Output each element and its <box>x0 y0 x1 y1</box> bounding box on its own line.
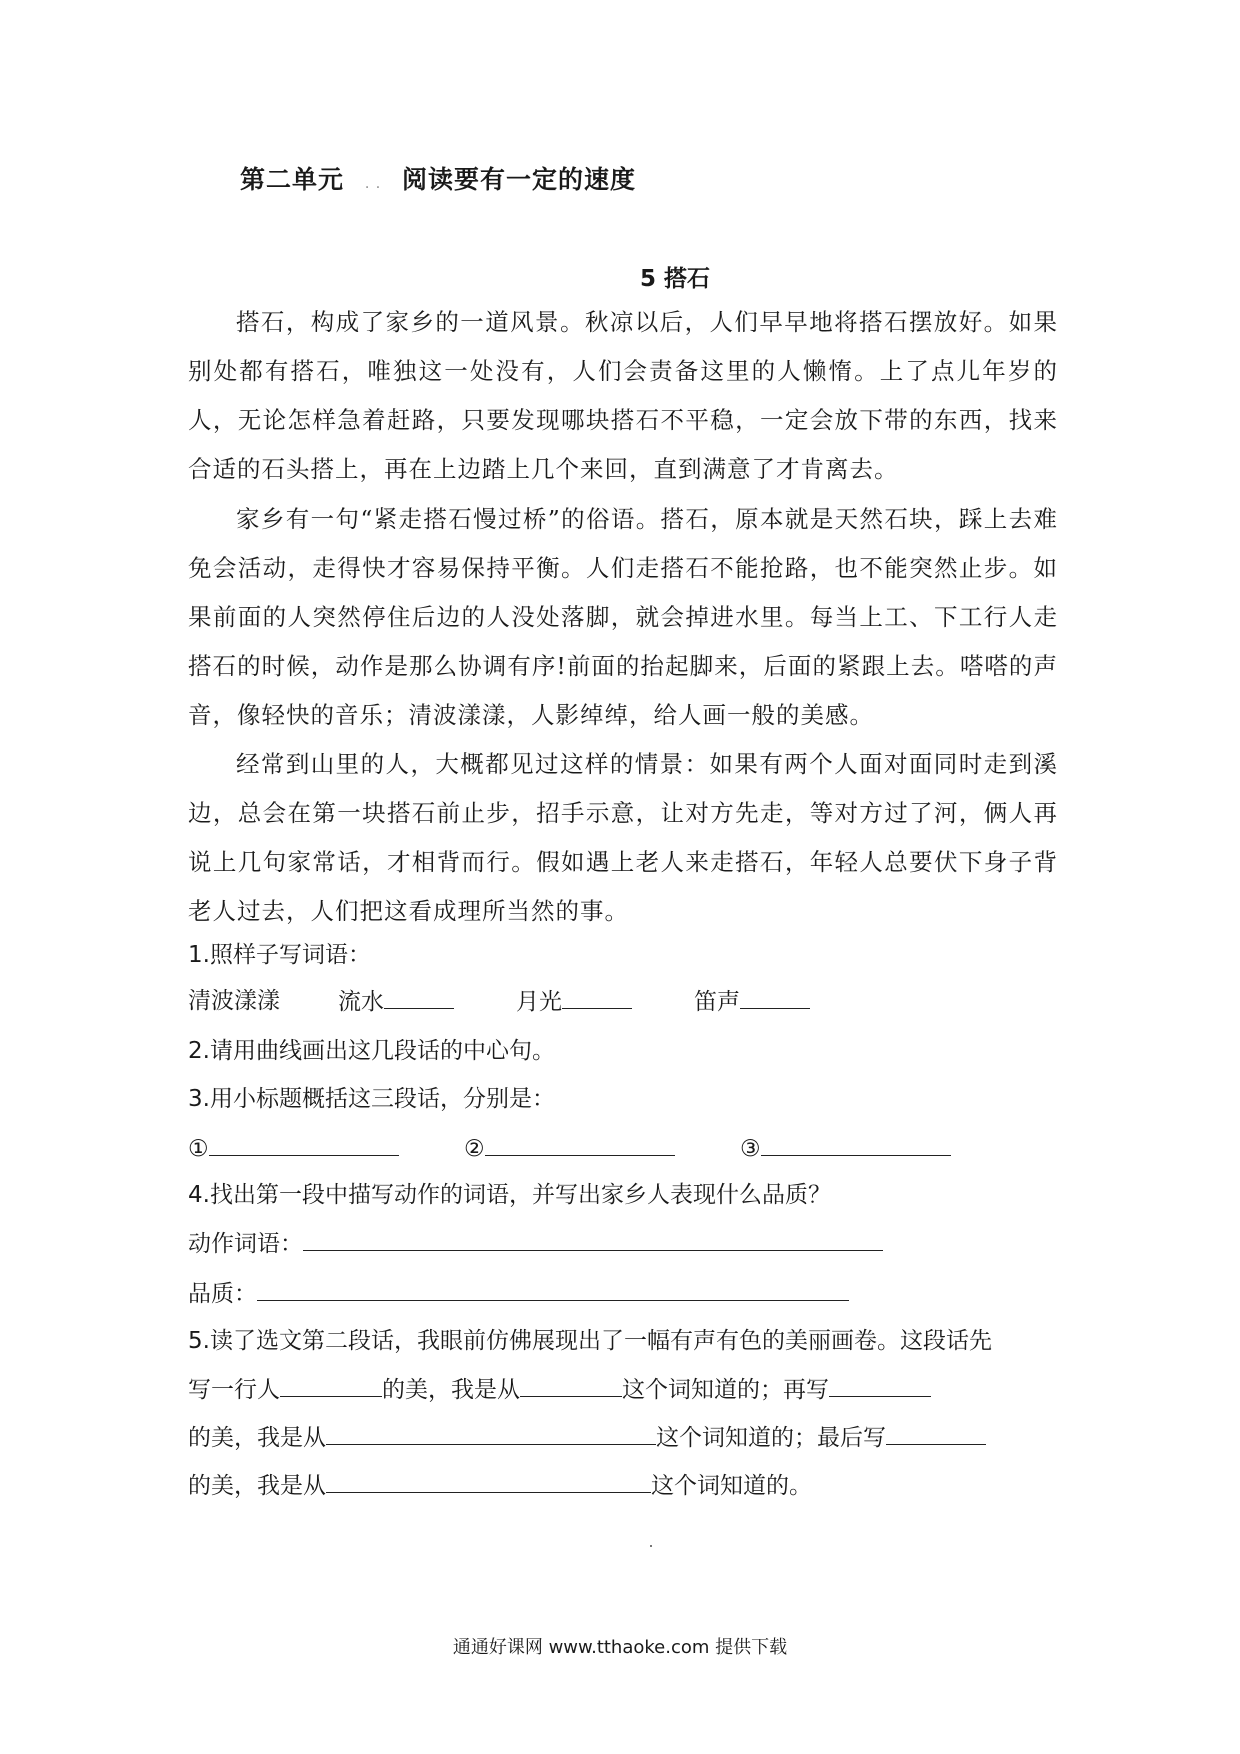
paragraph-3: 经常到山里的人，大概都见过这样的情景：如果有两个人面对面同时走到溪边，总会在第一块搭石前止步，招手示意，让对方先走，等对方过了河，俩人再说上几句家常话，才相背而行。假如遇上老人来走搭石，年轻人总要伏下身子背老人过去，人们把这看成理所当然的事。 <box>188 750 1058 925</box>
quality-label: 品质： <box>188 1281 257 1307</box>
answer-blank[interactable] <box>303 1228 883 1251</box>
question-1: 1.照样子写词语： <box>188 942 371 968</box>
question-4: 4.找出第一段中描写动作的词语，并写出家乡人表现什么品质？ <box>188 1182 831 1208</box>
circled-number-1: ① <box>188 1136 209 1162</box>
answer-blank[interactable] <box>326 1422 656 1445</box>
answer-blank[interactable] <box>326 1470 651 1493</box>
q5-text-e: 这个词知道的；最后写 <box>656 1425 886 1451</box>
action-words-label: 动作词语： <box>188 1231 303 1257</box>
answer-blank[interactable] <box>886 1422 986 1445</box>
paragraph-1: 搭石，构成了家乡的一道风景。秋凉以后，人们早早地将搭石摆放好。如果别处都有搭石，唯独这一处没有，人们会责备这里的人懒惰。上了点儿年岁的人，无论怎样急着赶路，只要发现哪块搭石不平稳，一定会放下带的东西，找来合适的石头搭上，再在上边踏上几个来回，直到满意了才肯离去。 <box>188 308 1058 483</box>
question-3: 3.用小标题概括这三段话，分别是： <box>188 1086 555 1112</box>
action-words-row <box>188 1228 883 1259</box>
answer-blank[interactable] <box>562 986 632 1009</box>
question-5-line-2 <box>188 1374 931 1405</box>
q5-text-c: 这个词知道的；再写 <box>622 1377 829 1403</box>
answer-blank[interactable] <box>740 986 810 1009</box>
unit-subtitle: 阅读要有一定的速度 <box>402 165 637 194</box>
answer-blank[interactable] <box>384 986 454 1009</box>
subtitle-slot-3 <box>740 1133 951 1164</box>
question-1-row <box>188 986 1088 1018</box>
word-item-2 <box>516 986 632 1017</box>
lesson-title: 5 搭石 <box>640 266 711 292</box>
circled-number-3: ③ <box>740 1136 761 1162</box>
word-item-2-label: 月光 <box>516 989 562 1015</box>
word-item-1 <box>338 986 454 1017</box>
question-5: 5.读了选文第二段话，我眼前仿佛展现出了一幅有声有色的美丽画卷。这段话先 <box>188 1328 992 1354</box>
unit-heading <box>240 160 636 196</box>
question-5-line-3 <box>188 1422 986 1453</box>
answer-blank[interactable] <box>257 1278 849 1301</box>
heading-dots: . . <box>364 176 382 192</box>
answer-blank[interactable] <box>209 1133 399 1156</box>
word-item-3 <box>694 986 810 1017</box>
q5-text-g: 这个词知道的。 <box>651 1473 812 1499</box>
q5-text-f: 的美，我是从 <box>188 1473 326 1499</box>
paragraph-2: 家乡有一句“紧走搭石慢过桥”的俗语。搭石，原本就是天然石块，踩上去难免会活动，走得快才容易保持平衡。人们走搭石不能抢路，也不能突然止步。如果前面的人突然停住后边的人没处落脚，就会掉进水里。每当上工、下工行人走搭石的时候，动作是那么协调有序!前面的抬起脚来，后面的紧跟上去。嗒嗒的声音，像轻快的音乐；清波漾漾，人影绰绰，给人画一般的美感。 <box>188 505 1058 729</box>
q5-text-d: 的美，我是从 <box>188 1425 326 1451</box>
q5-text-a: 写一行人 <box>188 1377 280 1403</box>
circled-number-2: ② <box>464 1136 485 1162</box>
quality-row <box>188 1278 849 1309</box>
unit-label: 第二单元 <box>240 165 345 194</box>
answer-blank[interactable] <box>485 1133 675 1156</box>
q5-text-b: 的美，我是从 <box>382 1377 520 1403</box>
example-word: 清波漾漾 <box>188 988 280 1014</box>
word-item-1-label: 流水 <box>338 989 384 1015</box>
word-item-3-label: 笛声 <box>694 989 740 1015</box>
subtitle-slot-1 <box>188 1133 399 1164</box>
answer-blank[interactable] <box>280 1374 382 1397</box>
question-3-row <box>188 1133 1088 1165</box>
subtitle-slot-2 <box>464 1133 675 1164</box>
answer-blank[interactable] <box>829 1374 931 1397</box>
question-5-line-4 <box>188 1470 812 1501</box>
scan-speck <box>650 1545 652 1547</box>
answer-blank[interactable] <box>520 1374 622 1397</box>
question-2: 2.请用曲线画出这几段话的中心句。 <box>188 1038 555 1064</box>
footer-credit: 通通好课网 www.tthaoke.com 提供下载 <box>452 1637 788 1658</box>
answer-blank[interactable] <box>761 1133 951 1156</box>
